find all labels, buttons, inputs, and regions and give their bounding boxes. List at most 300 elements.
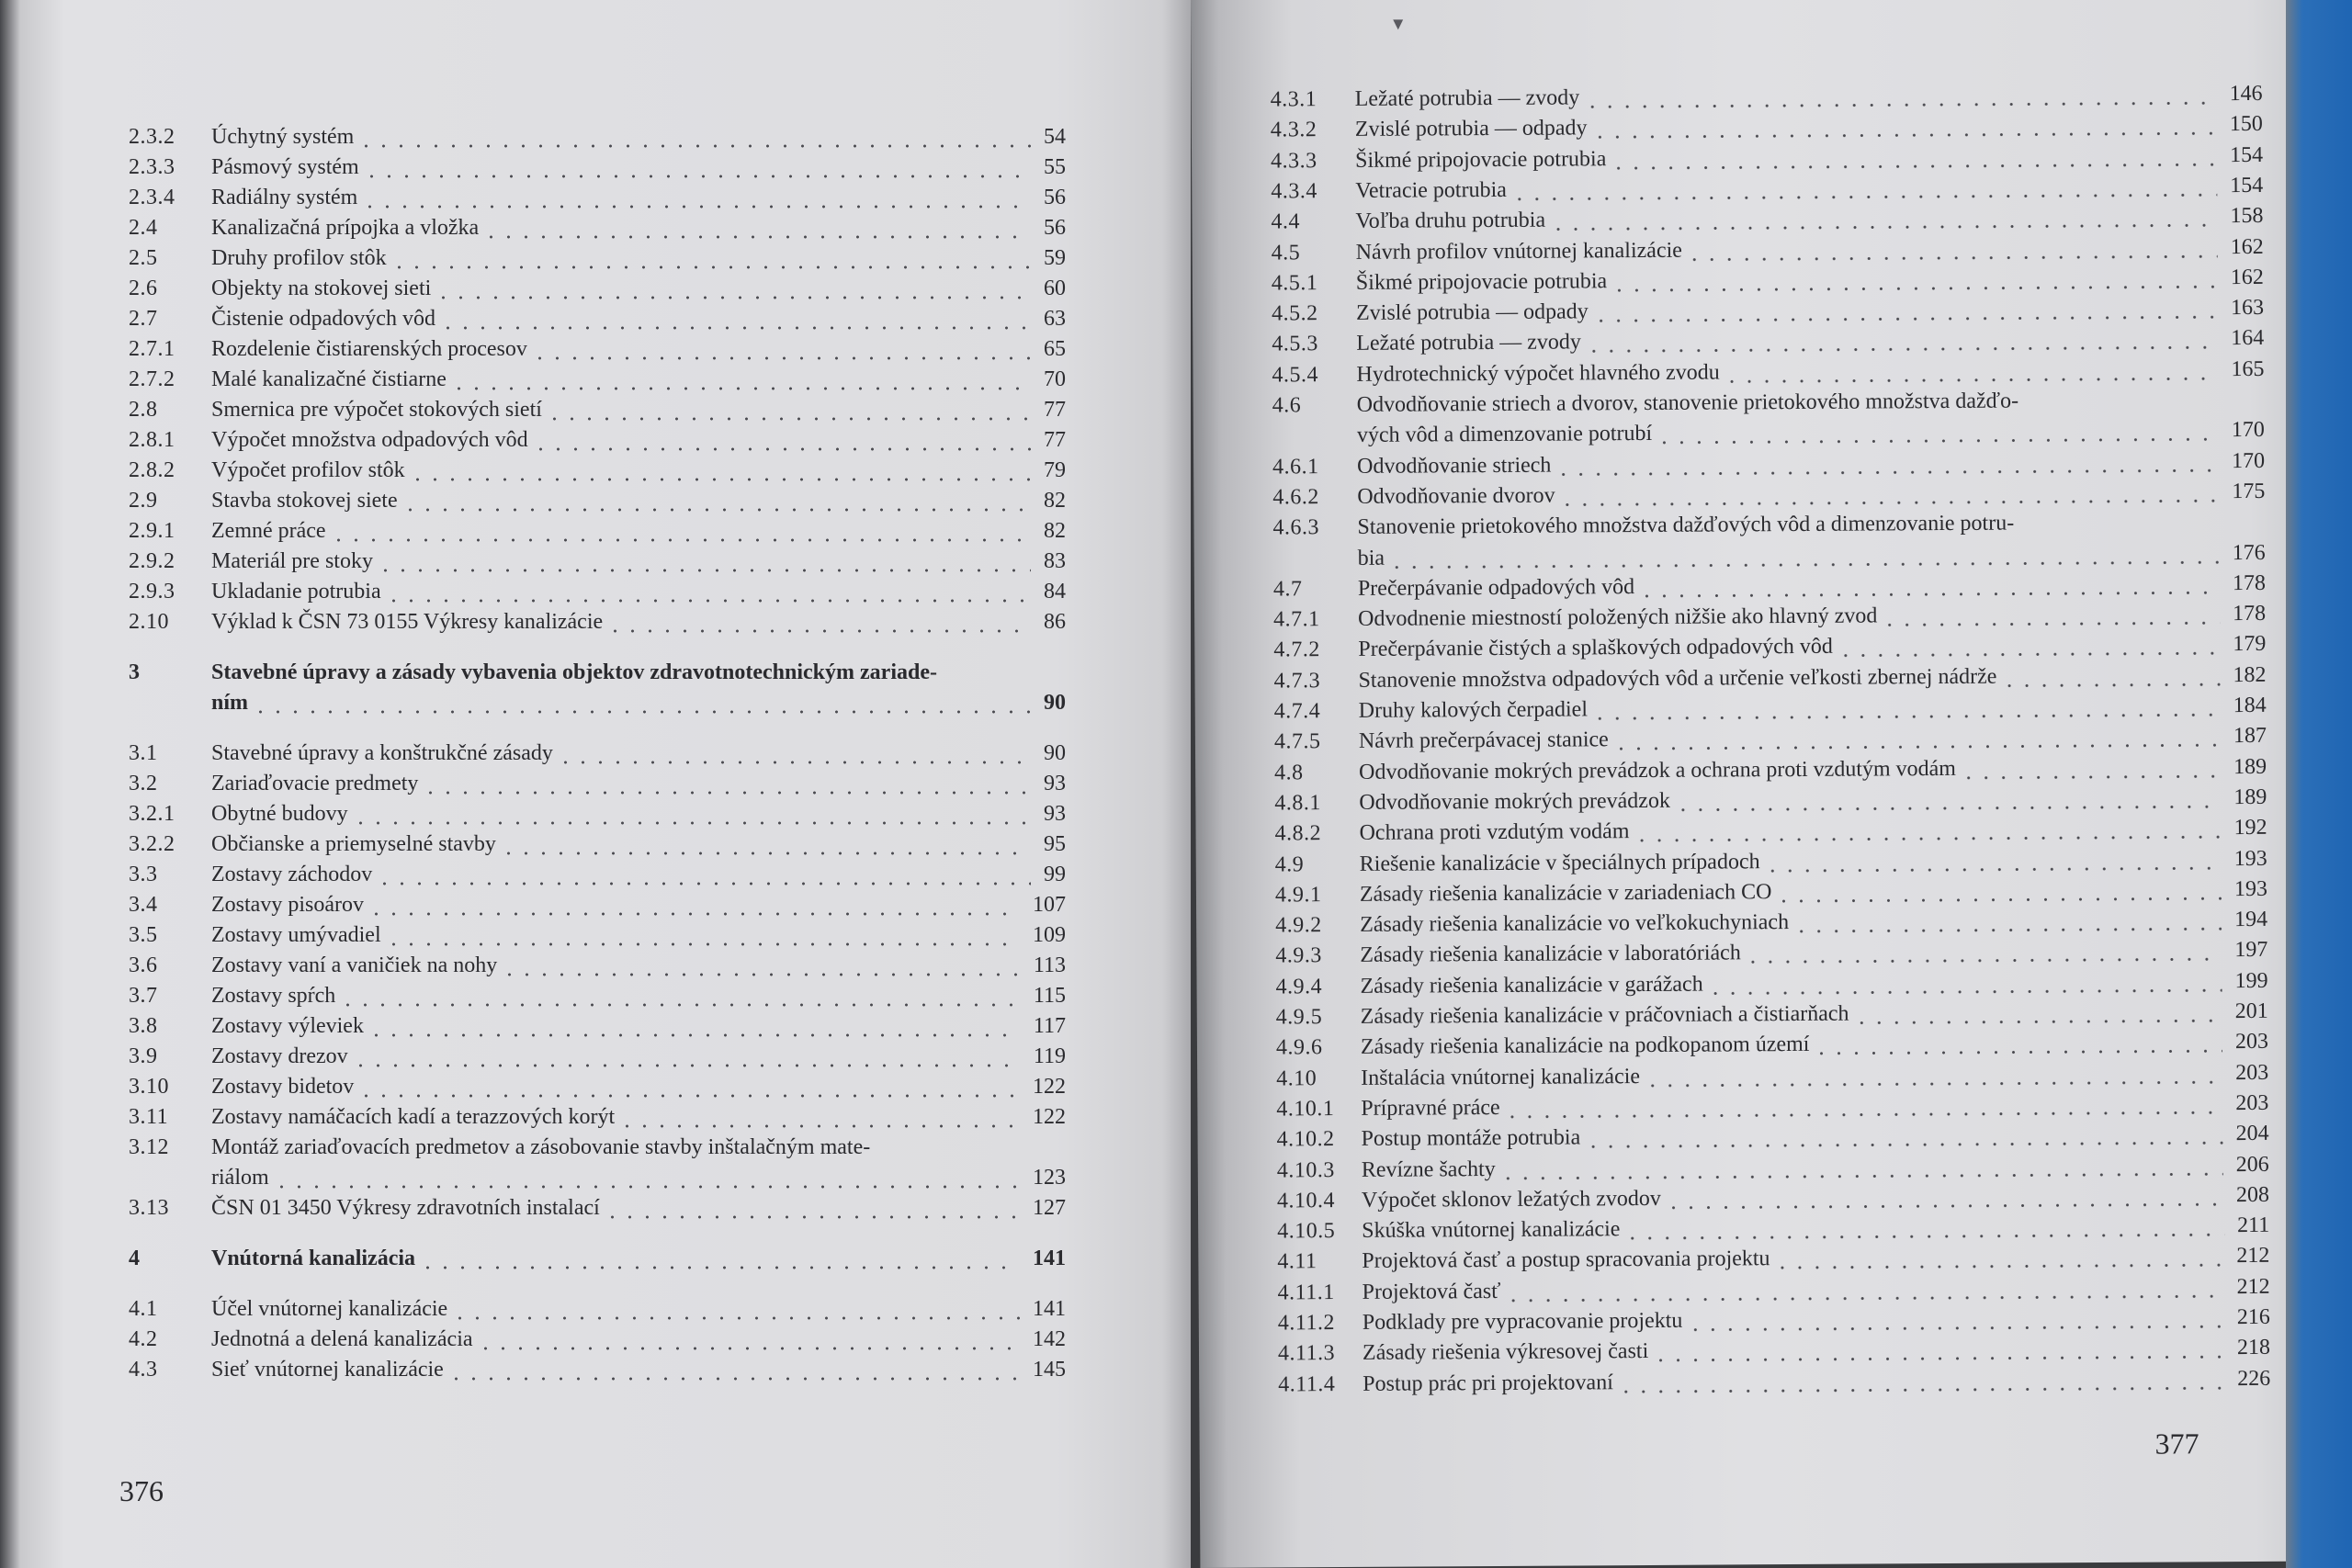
toc-section-number: 4.11.3 (1277, 1341, 1336, 1366)
toc-leader-dots (1792, 906, 2222, 936)
toc-section-number: 4.8.1 (1274, 791, 1321, 816)
toc-section-number: 4.7.3 (1273, 668, 1321, 694)
toc-leader-dots (339, 982, 1021, 1010)
right-page (1191, 0, 2302, 1568)
toc-section-number: 2.9.2 (129, 549, 175, 573)
toc-title: Návrh profilov vnútornej kanalizácie (1355, 238, 1682, 265)
toc-leader-dots (1881, 600, 2220, 629)
toc-entry (129, 1322, 1066, 1353)
toc-leader-dots (1617, 1365, 2225, 1396)
toc-page-number: 154 (2230, 173, 2264, 197)
toc-page-number: 55 (1044, 155, 1066, 179)
toc-leader-dots (1960, 753, 2221, 783)
toc-leader-dots (377, 547, 1031, 575)
toc-entry (129, 271, 1066, 302)
toc-title: Prečerpávanie odpadových vôd (1357, 574, 1635, 601)
toc-leader-dots (450, 366, 1031, 393)
toc-page-number: 54 (1044, 125, 1066, 149)
toc-entry (129, 887, 1066, 919)
toc-title: Rozdelenie čistiarenských procesov (211, 337, 527, 361)
toc-title: Stavebné úpravy a konštrukčné zásady (211, 741, 553, 765)
toc-leader-dots (357, 123, 1031, 151)
toc-page-number: 119 (1033, 1044, 1066, 1068)
toc-title: Zásady riešenia kanalizácie v laboratóriách (1360, 941, 1741, 968)
left-page-number: 376 (119, 1474, 164, 1507)
toc-title: Radiálny systém (211, 186, 358, 209)
toc-leader-dots (1773, 1243, 2223, 1273)
toc-title: Ochrana proti vzdutým vodám (1359, 819, 1630, 846)
toc-title: Zostavy záchodov (211, 863, 373, 886)
toc-title: Hydrotechnický výpočet hlavného zvodu (1356, 360, 1720, 387)
toc-section-number: 3.1 (129, 741, 158, 765)
toc-title: Stanovenie prietokového množstva dažďových vôd a dimenzovanie potru- (1357, 511, 2015, 540)
toc-page-number: 146 (2229, 81, 2263, 107)
toc-page-number: 170 (2232, 448, 2266, 473)
toc-title: Stanovenie množstva odpadových vôd a určenie veľkosti zbernej nádrže (1358, 664, 1997, 693)
toc-title: Výklad k ČSN 73 0155 Výkresy kanalizácie (211, 610, 604, 634)
toc-section-number: 4.6 (1272, 393, 1302, 418)
toc-entry (129, 483, 1066, 514)
toc-section-number: 4.5.1 (1271, 270, 1318, 296)
toc-entry (129, 119, 1066, 151)
toc-leader-dots (447, 1356, 1020, 1383)
toc-entry (1278, 1360, 2270, 1398)
toc-title: Zostavy umývadiel (211, 923, 381, 947)
toc-page-number: 197 (2234, 938, 2268, 963)
toc-entry (129, 1352, 1066, 1383)
toc-section-number: 2.9.1 (129, 519, 175, 543)
toc-title: ním (211, 691, 249, 715)
toc-title: Zostavy pisoárov (211, 893, 364, 917)
toc-entry (129, 736, 1066, 767)
toc-section-number: 2.9 (129, 489, 158, 513)
blue-cover-edge (2286, 0, 2352, 1568)
toc-section-number: 4.6.1 (1272, 454, 1319, 479)
toc-page-number: 184 (2233, 693, 2267, 718)
toc-section-number: 4.10.2 (1276, 1127, 1335, 1152)
toc-title: Účel vnútornej kanalizácie (211, 1297, 448, 1321)
toc-entry (129, 1130, 1066, 1161)
toc-title: Zásady riešenia kanalizácie na podkopanom území (1360, 1032, 1810, 1060)
toc-entry (129, 453, 1066, 484)
toc-title: Zásady riešenia kanalizácie v práčovniach a čistiarňach (1360, 1001, 1849, 1029)
toc-page-number: 182 (2233, 662, 2267, 687)
toc-page-number: 142 (1033, 1327, 1066, 1351)
toc-section-number: 4.10.3 (1276, 1157, 1335, 1182)
toc-section-number: 4.3.2 (1270, 118, 1317, 142)
toc-entry-continuation (129, 685, 1066, 716)
toc-page-number: 122 (1033, 1075, 1066, 1099)
toc-leader-dots (1724, 355, 2219, 386)
toc-title: Prečerpávanie čistých a splaškových odpadových vôd (1358, 635, 1833, 662)
toc-section-number: 4.5 (1271, 240, 1301, 265)
toc-section-number: 4.10.5 (1277, 1219, 1336, 1244)
toc-leader-dots (1707, 967, 2222, 998)
toc-page-number: 189 (2233, 754, 2267, 779)
toc-entry (129, 210, 1066, 242)
toc-title: Výpočet sklonov ležatých zvodov (1361, 1186, 1661, 1213)
toc-section-number: 4.1 (129, 1297, 158, 1321)
toc-title: Voľba druhu potrubia (1355, 208, 1546, 234)
toc-title: Zvislé potrubia — odpady (1356, 299, 1589, 325)
toc-leader-dots (1652, 1334, 2224, 1365)
toc-title: Zostavy vaní a vaničiek na nohy (211, 953, 498, 977)
toc-page-number: 56 (1044, 186, 1066, 209)
toc-leader-dots (532, 426, 1031, 454)
toc-leader-dots (1674, 784, 2222, 815)
toc-title: Zostavy výleviek (211, 1014, 364, 1038)
toc-page-number: 123 (1033, 1166, 1066, 1190)
toc-page-number: 176 (2232, 540, 2266, 565)
toc-title: Druhy kalových čerpadiel (1358, 697, 1589, 723)
toc-page-number: 115 (1033, 984, 1066, 1008)
toc-page-number: 203 (2234, 1030, 2269, 1055)
toc-page-number: 109 (1033, 923, 1066, 947)
toc-section-number: 3.9 (129, 1044, 158, 1068)
toc-title: Zostavy namáčacích kadí a terazzových korýt (211, 1105, 616, 1129)
toc-page-number: 83 (1044, 549, 1066, 573)
toc-leader-dots (1633, 814, 2221, 845)
toc-entry (129, 827, 1066, 858)
toc-title: Odvodňovanie dvorov (1357, 483, 1555, 509)
toc-title: Vetracie potrubia (1355, 177, 1507, 203)
toc-section-number: 4.6.2 (1272, 485, 1319, 510)
toc-leader-dots (531, 335, 1031, 363)
toc-title: Odvodnenie miestností položených nižšie ako hlavný zvod (1358, 604, 1878, 631)
toc-leader-dots (557, 739, 1031, 767)
toc-entry (129, 241, 1066, 272)
toc-section-number: 2.7 (129, 307, 158, 331)
toc-page-number: 216 (2236, 1304, 2270, 1330)
toc-title: Revízne šachty (1361, 1156, 1496, 1182)
toc-leader-dots (606, 608, 1031, 636)
toc-leader-dots (439, 305, 1031, 333)
toc-section-number: 4.9.4 (1275, 974, 1323, 999)
toc-entry (129, 362, 1066, 393)
toc-page-number: 86 (1044, 610, 1066, 634)
toc-section-number: 4.11.2 (1277, 1311, 1335, 1336)
toc-title: Výpočet profilov stôk (211, 458, 405, 482)
toc-section-number: 4.2 (129, 1327, 158, 1351)
toc-page-number: 127 (1033, 1196, 1066, 1220)
toc-section-number: 3.12 (129, 1135, 169, 1159)
toc-section-number: 2.6 (129, 276, 158, 300)
toc-page-number: 82 (1044, 489, 1066, 513)
toc-leader-dots (482, 214, 1031, 242)
toc-entry (129, 604, 1066, 636)
toc-title: Ukladanie potrubia (211, 580, 381, 604)
toc-entry (129, 1241, 1066, 1272)
toc-leader-dots (2000, 661, 2220, 690)
ink-mark: ▾ (1393, 11, 1404, 35)
toc-entry (129, 1100, 1066, 1131)
toc-section-number: 4.9.2 (1275, 913, 1322, 938)
toc-entry (129, 544, 1066, 575)
toc-title: Zásady riešenia kanalizácie vo veľkokuchyniach (1360, 910, 1790, 937)
toc-page-number: 145 (1033, 1358, 1066, 1382)
toc-section-number: 3.10 (129, 1075, 169, 1099)
toc-title: Materiál pre stoky (211, 549, 373, 573)
toc-leader-dots (501, 952, 1021, 979)
toc-title: Ležaté potrubia — zvody (1354, 85, 1580, 111)
toc-section-number: 2.10 (129, 610, 169, 634)
toc-title: Inštalácia vnútornej kanalizácie (1361, 1064, 1641, 1090)
toc-page-number: 165 (2231, 356, 2265, 381)
toc-page-number: 93 (1044, 802, 1066, 826)
toc-entry (129, 918, 1066, 949)
toc-page-number: 90 (1044, 741, 1066, 765)
toc-entry (129, 766, 1066, 797)
toc-title: Objekty na stokovej sieti (211, 276, 432, 300)
toc-page-number: 201 (2234, 998, 2268, 1024)
toc-title: Malé kanalizačné čistiarne (211, 367, 447, 391)
toc-leader-dots (352, 1043, 1021, 1070)
toc-leader-dots (435, 275, 1031, 302)
toc-section-number: 4.7.5 (1273, 729, 1321, 754)
toc-page-number: 122 (1033, 1105, 1066, 1129)
toc-page-number: 208 (2235, 1182, 2270, 1207)
toc-title: Úchytný systém (211, 125, 355, 149)
toc-section-number: 3.13 (129, 1196, 169, 1220)
toc-page-number: 178 (2233, 601, 2267, 626)
toc-section-number: 3.8 (129, 1014, 158, 1038)
toc-leader-dots (1665, 1181, 2223, 1213)
toc-section-number: 4.3 (129, 1358, 158, 1382)
toc-section-number: 4.8.2 (1274, 821, 1322, 846)
toc-entry (129, 978, 1066, 1010)
toc-section-number: 4.6.3 (1272, 515, 1320, 540)
toc-title: Občianske a priemyselné stavby (211, 832, 496, 856)
toc-title: Kanalizačná prípojka a vložka (211, 216, 480, 240)
toc-entry (129, 574, 1066, 605)
toc-section-number: 4.5.2 (1272, 301, 1318, 326)
toc-entry (129, 796, 1066, 828)
toc-page-number: 206 (2235, 1152, 2269, 1177)
toc-title: Zásady riešenia kanalizácie v zariadeniach CO (1359, 879, 1772, 907)
toc-leader-dots (1745, 937, 2222, 967)
toc-leader-dots (376, 861, 1031, 888)
toc-page-number: 175 (2232, 479, 2266, 503)
toc-entry (129, 948, 1066, 979)
toc-entry (129, 1069, 1066, 1100)
toc-section-number: 4.7 (1272, 577, 1303, 602)
toc-page-number: 99 (1044, 863, 1066, 886)
toc-page-number: 93 (1044, 772, 1066, 795)
toc-title: riálom (211, 1166, 269, 1190)
toc-page-number: 70 (1044, 367, 1066, 391)
toc-title: Výpočet množstva odpadových vôd (211, 428, 528, 452)
toc-title: Pásmový systém (211, 155, 359, 179)
toc-page-number: 117 (1033, 1014, 1066, 1038)
toc-title: Jednotná a delená kanalizácia (211, 1327, 473, 1351)
toc-page-number: 162 (2230, 265, 2264, 289)
toc-page-number: 63 (1044, 307, 1066, 331)
toc-title: Odvodňovanie striech (1357, 453, 1552, 479)
toc-entry (129, 332, 1066, 363)
toc-section-number: 4 (129, 1247, 141, 1270)
toc-title: Čistenie odpadových vôd (211, 307, 435, 331)
toc-leader-dots (368, 891, 1020, 919)
toc-page-number: 60 (1044, 276, 1066, 300)
toc-page-number: 107 (1033, 893, 1066, 917)
toc-section-number: 2.4 (129, 216, 158, 240)
toc-section-number: 4.7.1 (1273, 607, 1320, 632)
toc-leader-dots (1623, 1212, 2224, 1243)
toc-leader-dots (385, 921, 1020, 949)
toc-title: Smernica pre výpočet stokových sietí (211, 398, 542, 422)
toc-section-number: 4.8 (1274, 760, 1304, 785)
toc-title: Zariaďovacie predmety (211, 772, 419, 795)
toc-leader-dots (604, 1194, 1020, 1222)
toc-section-number: 4.10.4 (1276, 1188, 1336, 1213)
toc-page-number: 154 (2229, 142, 2264, 167)
toc-entry (129, 513, 1066, 545)
toc-page-number: 141 (1033, 1297, 1066, 1321)
toc-entry (129, 150, 1066, 181)
toc-title: Zásady riešenia kanalizácie v garážach (1360, 972, 1703, 998)
toc-section-number: 3.4 (129, 893, 158, 917)
toc-title: Zostavy bidetov (211, 1075, 355, 1099)
toc-leader-dots (252, 689, 1031, 716)
toc-page-number: 56 (1044, 216, 1066, 240)
toc-leader-dots (1813, 1028, 2222, 1058)
toc-page-number: 141 (1033, 1247, 1066, 1270)
toc-section-number: 3.3 (129, 863, 158, 886)
toc-section-number: 4.4 (1271, 209, 1301, 234)
toc-title: Stavba stokovej siete (211, 489, 398, 513)
toc-leader-dots (357, 1073, 1020, 1100)
toc-section-number: 2.7.2 (129, 367, 175, 391)
toc-leader-dots (368, 1012, 1021, 1040)
toc-leader-dots (385, 578, 1031, 605)
toc-page-number: 192 (2233, 816, 2267, 840)
toc-leader-dots (1775, 875, 2222, 906)
toc-section-number: 3.2.2 (129, 832, 175, 856)
toc-page-number: 203 (2235, 1060, 2269, 1085)
toc-title: vých vôd a dimenzovanie potrubí (1356, 422, 1653, 448)
toc-entry (129, 857, 1066, 888)
toc-title: Projektová časť a postup spracovania projektu (1362, 1247, 1770, 1274)
toc-title: Odvodňovanie mokrých prevádzok (1359, 788, 1670, 815)
toc-section-number: 4.11.4 (1278, 1371, 1336, 1397)
toc-title: Riešenie kanalizácie v špeciálnych prípadoch (1359, 849, 1760, 876)
toc-leader-dots (401, 487, 1031, 514)
toc-leader-dots (1837, 631, 2221, 661)
toc-leader-dots (546, 396, 1031, 423)
toc-section-number: 3.5 (129, 923, 158, 947)
toc-entry-continuation (129, 1160, 1066, 1191)
toc-leader-dots (477, 1325, 1020, 1353)
toc-entry (129, 392, 1066, 423)
toc-page-number: 84 (1044, 580, 1066, 604)
toc-leader-dots (409, 457, 1031, 484)
toc-section-number: 2.9.3 (129, 580, 175, 604)
toc-leader-dots (1686, 233, 2218, 265)
toc-leader-dots (361, 184, 1031, 211)
toc-section-number: 4.5.4 (1272, 362, 1319, 388)
toc-entry (129, 1190, 1066, 1222)
toc-page-number: 77 (1044, 428, 1066, 452)
toc-entry (129, 301, 1066, 333)
toc-page-number: 158 (2230, 204, 2264, 229)
toc-section-number: 2.3.3 (129, 155, 175, 179)
toc-title: Šikmé pripojovacie potrubia (1355, 269, 1608, 295)
toc-title: Odvodňovanie mokrých prevádzok a ochrana proti vzdutým vodám (1359, 756, 1957, 784)
toc-leader-dots (451, 1295, 1020, 1323)
toc-title: Vnútorná kanalizácia (211, 1247, 416, 1270)
toc-leader-dots (500, 830, 1031, 858)
toc-page-number: 82 (1044, 519, 1066, 543)
toc-page-number: 204 (2235, 1122, 2269, 1146)
toc-section-number: 4.7.4 (1273, 699, 1321, 724)
toc-title: Ležaté potrubia — zvody (1356, 330, 1581, 356)
toc-section-number: 2.7.1 (129, 337, 175, 361)
toc-leader-dots (422, 770, 1031, 797)
toc-title: Skúška vnútornej kanalizácie (1362, 1217, 1621, 1243)
toc-page-number: 211 (2236, 1213, 2270, 1238)
toc-section-number: 4.11 (1277, 1249, 1317, 1274)
toc-section-number: 4.9.6 (1275, 1035, 1323, 1060)
toc-title: bia (1357, 546, 1385, 570)
toc-leader-dots (390, 244, 1031, 272)
toc-section-number: 4.11.1 (1277, 1280, 1335, 1305)
toc-page-number: 194 (2234, 907, 2268, 932)
toc-section-number: 4.9 (1274, 852, 1305, 876)
toc-page-number: 79 (1044, 458, 1066, 482)
toc-leader-dots (1656, 416, 2219, 447)
toc-title: Zostavy spŕch (211, 984, 336, 1008)
toc-section-number: 4.7.2 (1273, 637, 1320, 662)
toc-title: Zvislé potrubia — odpady (1354, 116, 1588, 142)
toc-leader-dots (1686, 1303, 2224, 1335)
toc-page-number: 150 (2229, 112, 2263, 137)
toc-section-number: 4.5.3 (1272, 332, 1318, 356)
toc-title: Sieť vnútornej kanalizácie (211, 1358, 444, 1382)
toc-title: Zásady riešenia výkresovej časti (1362, 1339, 1649, 1366)
toc-section-number: 3.7 (129, 984, 158, 1008)
toc-entry (129, 655, 1066, 686)
toc-section-number: 2.8.2 (129, 458, 175, 482)
toc-title: Návrh prečerpávacej stanice (1358, 728, 1609, 754)
toc-leader-dots (618, 1103, 1020, 1131)
toc-page-number: 193 (2233, 876, 2268, 901)
toc-title: Projektová časť (1362, 1279, 1501, 1304)
toc-section-number: 3.2 (129, 772, 158, 795)
toc-section-number: 2.8 (129, 398, 158, 422)
toc-section-number: 2.3.4 (129, 186, 175, 209)
toc-section-number: 2.5 (129, 246, 158, 270)
toc-title: Zostavy drezov (211, 1044, 348, 1068)
toc-page-number: 193 (2233, 846, 2267, 871)
toc-section-number: 4.3.3 (1270, 148, 1317, 174)
toc-page-number: 212 (2236, 1244, 2270, 1269)
toc-section-number: 2.3.2 (129, 125, 175, 149)
toc-title: Šikmé pripojovacie potrubia (1354, 146, 1607, 173)
toc-entry (129, 1009, 1066, 1040)
toc-page-number: 187 (2233, 724, 2267, 749)
toc-title: Zemné práce (211, 519, 326, 543)
toc-section-number: 4.9.3 (1275, 943, 1322, 968)
toc-page-number: 164 (2231, 326, 2265, 351)
toc-page-number: 218 (2236, 1336, 2271, 1360)
toc-page-number: 203 (2235, 1090, 2269, 1115)
toc-title: Druhy profilov stôk (211, 246, 387, 270)
toc-leader-dots (330, 517, 1031, 545)
toc-entry (129, 423, 1066, 454)
toc-leader-dots (1644, 1059, 2222, 1090)
toc-section-number: 4.9.1 (1274, 882, 1322, 908)
toc-title: Odvodňovanie striech a dvorov, stanovenie prietokového množstva dažďo- (1356, 389, 2019, 417)
